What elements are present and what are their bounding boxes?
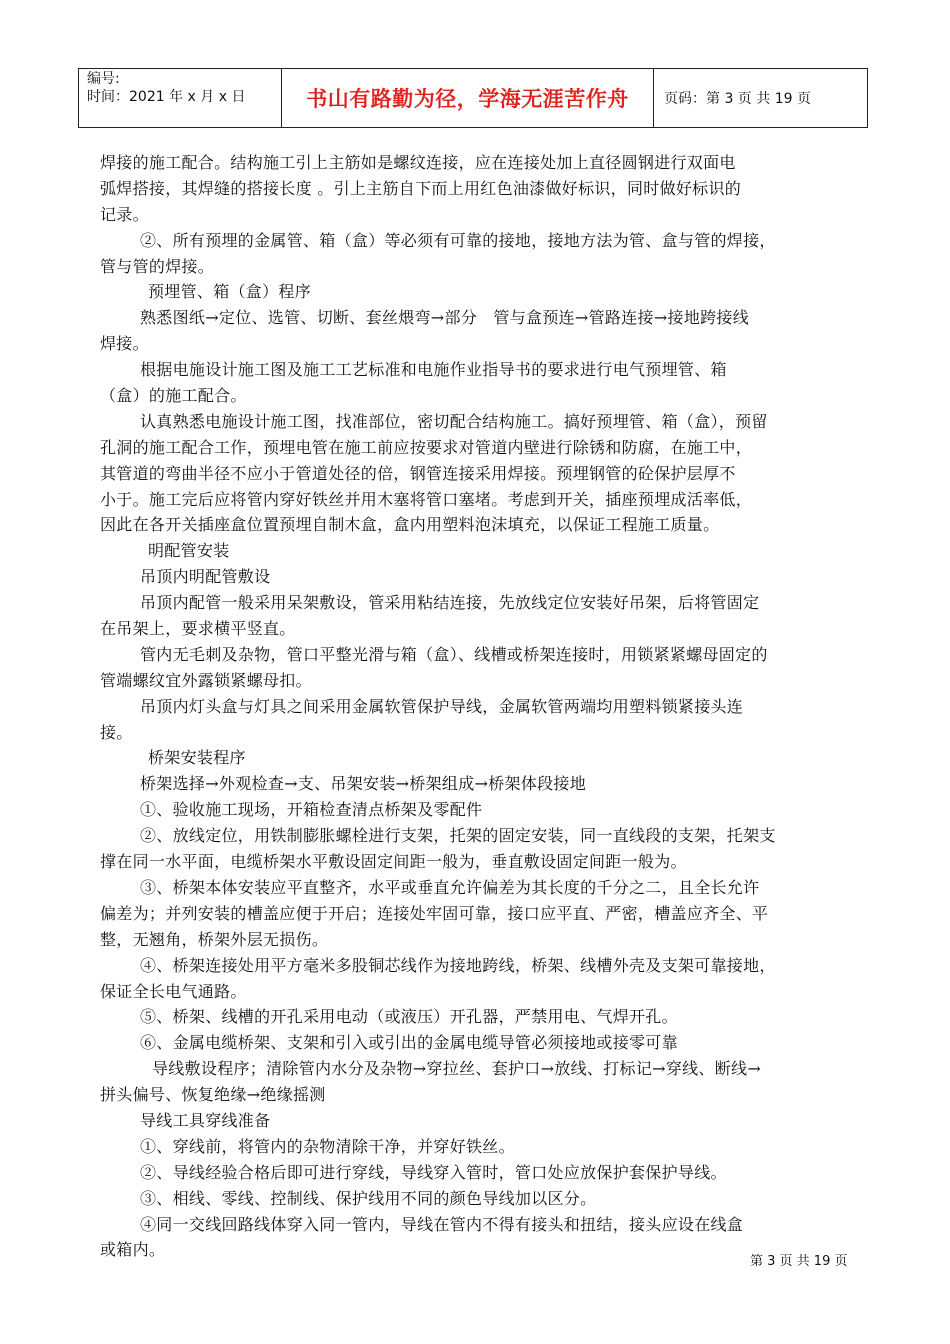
header-motto: 书山有路勤为径，学海无涯苦作舟	[282, 69, 654, 127]
body-line: 保证全长电气通路。	[100, 981, 247, 1001]
body-line: 焊接的施工配合。结构施工引上主筋如是螺纹连接，应在连接处加上直径圆钢进行双面电	[100, 153, 736, 172]
body-line: ④、桥架连接处用平方毫米多股铜芯线作为接地跨线，桥架、线槽外壳及支架可靠接地，	[140, 955, 776, 975]
header-meta	[79, 69, 282, 127]
document-date: 时间：2021 年 x 月 x 日	[87, 89, 246, 105]
body-line: 接。	[100, 722, 133, 742]
body-line: 熟悉图纸→定位、选管、切断、套丝煨弯→部分 管与盒预连→管路连接→接地跨接线	[140, 308, 750, 328]
body-line: ②、所有预埋的金属管、箱（盒）等必须有可靠的接地，接地方法为管、盒与管的焊接，	[140, 230, 776, 250]
body-line: ②、放线定位，用铁制膨胀螺栓进行支架，托架的固定安装，同一直线段的支架，托架支	[140, 826, 776, 846]
document-number-label: 编号:	[87, 71, 120, 87]
body-line: 管与管的焊接。	[100, 256, 215, 276]
body-line: 撑在同一水平面，电缆桥架水平敷设固定间距一般为，垂直敷设固定间距一般为。	[100, 852, 687, 872]
section-heading: 桥架安装程序	[148, 748, 246, 768]
body-line: 整，无翘角，桥架外层无损伤。	[100, 929, 329, 949]
body-line: 桥架选择→外观检查→支、吊架安装→桥架组成→桥架体段接地	[140, 774, 587, 794]
body-line: 吊顶内灯头盒与灯具之间采用金属软管保护导线，金属软管两端均用塑料锁紧接头连	[140, 696, 744, 716]
section-heading: 导线工具穿线准备	[140, 1110, 271, 1130]
section-heading: 吊顶内明配管敷设	[140, 567, 271, 587]
body-line: 导线敷设程序；清除管内水分及杂物→穿拉丝、套护口→放线、打标记→穿线、断线→	[152, 1059, 762, 1079]
header-page-number: 页码：第 3 页 共 19 页	[664, 91, 811, 107]
page-header	[78, 68, 868, 128]
body-line: 孔洞的施工配合工作，预埋电管在施工前应按要求对管道内壁进行除锈和防腐，在施工中，	[100, 437, 753, 457]
body-line: ②、导线经验合格后即可进行穿线，导线穿入管时，管口处应放保护套保护导线。	[140, 1162, 727, 1182]
section-heading: 明配管安装	[148, 541, 230, 561]
body-line: 在吊架上，要求横平竖直。	[100, 619, 296, 639]
body-line: ③、相线、零线、控制线、保护线用不同的颜色导线加以区分。	[140, 1188, 597, 1208]
document-body	[100, 150, 852, 1263]
body-line: 因此在各开关插座盒位置预埋自制木盒，盒内用塑料泡沫填充，以保证工程施工质量。	[100, 515, 720, 535]
body-line: 根据电施设计施工图及施工工艺标准和电施作业指导书的要求进行电气预埋管、箱	[140, 360, 727, 380]
body-line: （盒）的施工配合。	[100, 386, 247, 406]
body-line: 弧焊搭接，其焊缝的搭接长度 。引上主筋自下而上用红色油漆做好标识，同时做好标识的	[100, 178, 742, 198]
body-line: 吊顶内配管一般采用呆架敷设，管采用粘结连接，先放线定位安装好吊架，后将管固定	[140, 593, 760, 613]
body-line: 记录。	[100, 204, 149, 224]
body-line: ①、穿线前，将管内的杂物清除干净，并穿好铁丝。	[140, 1136, 515, 1156]
body-line: 认真熟悉电施设计施工图，找准部位，密切配合结构施工。搞好预埋管、箱（盒），预留	[140, 411, 768, 431]
body-line: ④同一交线回路线体穿入同一管内，导线在管内不得有接头和扭结，接头应设在线盒	[140, 1214, 744, 1234]
section-heading: 预埋管、箱（盒）程序	[148, 282, 312, 302]
body-line: ⑤、桥架、线槽的开孔采用电动（或液压）开孔器，严禁用电、气焊开孔。	[140, 1007, 678, 1027]
body-line: 拼头偏号、恢复绝缘→绝缘摇测	[100, 1085, 326, 1105]
body-line: 管端螺纹宜外露锁紧螺母扣。	[100, 670, 312, 690]
body-line: 管内无毛刺及杂物，管口平整光滑与箱（盒）、线槽或桥架连接时，用锁紧紧螺母固定的	[140, 644, 768, 664]
body-line: 小于。施工完后应将管内穿好铁丝并用木塞将管口塞堵。考虑到开关，插座预埋成活率低，	[100, 489, 753, 509]
body-line: ①、验收施工现场，开箱检查清点桥架及零配件	[140, 800, 483, 820]
body-line: ③、桥架本体安装应平直整齐，水平或垂直允许偏差为其长度的千分之二，且全长允许	[140, 877, 760, 897]
body-line: 焊接。	[100, 334, 149, 354]
body-line: 其管道的弯曲半径不应小于管道处径的倍，钢管连接采用焊接。预埋钢管的砼保护层厚不	[100, 463, 736, 483]
body-line: 偏差为；并列安装的槽盖应便于开启；连接处牢固可靠，接口应平直、严密，槽盖应齐全、平	[100, 903, 769, 923]
body-line: ⑥、金属电缆桥架、支架和引入或引出的金属电缆导管必须接地或接零可靠	[140, 1033, 678, 1053]
body-line: 或箱内。	[100, 1240, 166, 1260]
footer-page-number: 第 3 页 共 19 页	[750, 1254, 848, 1269]
